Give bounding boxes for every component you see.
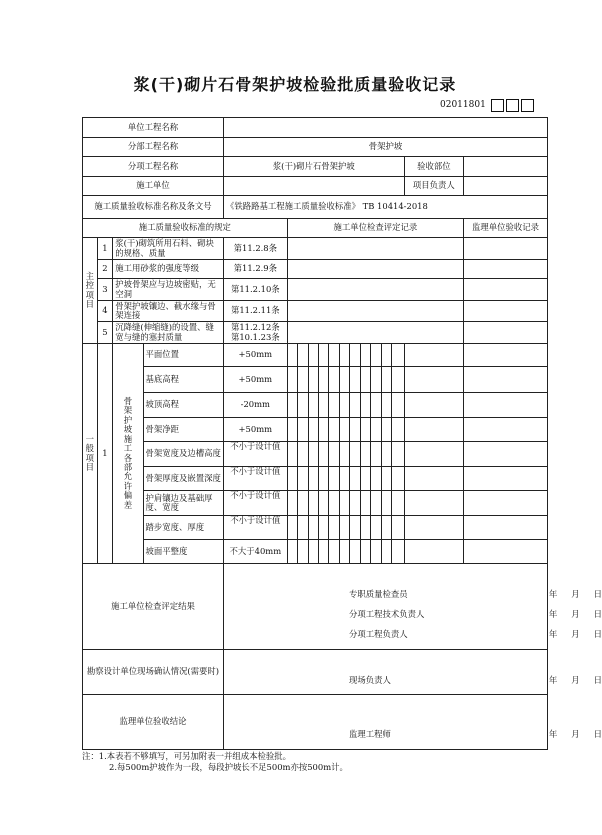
- measure-cell[interactable]: [318, 491, 328, 516]
- measure-cell[interactable]: [308, 516, 318, 540]
- measure-cell[interactable]: [360, 467, 370, 491]
- measure-cell[interactable]: [329, 344, 339, 367]
- measure-cell[interactable]: [339, 418, 349, 442]
- item-manager-label: 项目负责人: [404, 177, 464, 196]
- measure-cell[interactable]: [360, 540, 370, 564]
- col-header-spec: 施工质量验收标准的规定: [83, 219, 288, 238]
- measure-cell[interactable]: [318, 540, 328, 564]
- measure-cell[interactable]: [371, 516, 381, 540]
- main-item-no: 2: [97, 260, 113, 279]
- general-item-value: +50mm: [223, 367, 287, 393]
- general-supervisor[interactable]: [464, 442, 548, 467]
- measure-cell[interactable]: [298, 442, 308, 467]
- measure-cell[interactable]: [287, 418, 297, 442]
- survey-field[interactable]: [223, 650, 602, 695]
- unit-project-label: 单位工程名称: [83, 118, 224, 138]
- measure-cell[interactable]: [350, 367, 360, 393]
- measure-cell[interactable]: [381, 467, 391, 491]
- measure-cell[interactable]: [329, 367, 339, 393]
- main-item-record[interactable]: [287, 260, 463, 279]
- general-item-value: 不小于设计值: [223, 442, 287, 467]
- general-item-desc: 平面位置: [143, 344, 223, 367]
- measure-cell[interactable]: [329, 393, 339, 418]
- inspector-line: [349, 590, 602, 599]
- general-item-value: -20mm: [223, 393, 287, 418]
- measure-cell[interactable]: [339, 442, 349, 467]
- measure-cell[interactable]: [287, 467, 297, 491]
- row-constructor-signoff: [83, 564, 548, 650]
- col-header-constructor: 施工单位检查评定记录: [287, 219, 463, 238]
- main-item-desc: 施工用砂浆的强度等级: [113, 260, 224, 279]
- measure-cell[interactable]: [287, 344, 297, 367]
- main-item-supervisor[interactable]: [464, 322, 548, 344]
- measure-cell[interactable]: [350, 540, 360, 564]
- measure-cell[interactable]: [318, 393, 328, 418]
- sub-project-label: 分部工程名称: [83, 138, 224, 157]
- measure-cell[interactable]: [371, 367, 381, 393]
- main-item-record[interactable]: [287, 238, 463, 260]
- site-manager-label: 现场负责人: [348, 675, 391, 685]
- standard-field[interactable]: 《铁路路基工程施工质量验收标准》 TB 10414-2018: [223, 196, 547, 219]
- measure-cell[interactable]: [287, 516, 297, 540]
- main-item-record[interactable]: [287, 322, 463, 344]
- general-supervisor[interactable]: [464, 344, 548, 367]
- measure-cell[interactable]: [308, 367, 318, 393]
- measure-cell[interactable]: [392, 344, 405, 367]
- construction-unit-label: 施工单位: [83, 177, 224, 196]
- main-item-clause: 第11.2.8条: [223, 238, 287, 260]
- main-item-desc: 沉降缝(伸缩缝)的设置、缝宽与缝的塞封质量: [113, 322, 224, 344]
- general-row: [83, 367, 548, 393]
- measure-cell[interactable]: [350, 442, 360, 467]
- measure-cell[interactable]: [298, 393, 308, 418]
- main-control-row: [83, 322, 548, 344]
- code-box-3[interactable]: [521, 99, 534, 112]
- general-item-desc: 坡面平整度: [143, 540, 223, 564]
- main-item-supervisor[interactable]: [464, 301, 548, 322]
- general-supervisor[interactable]: [464, 467, 548, 491]
- measure-cell[interactable]: [298, 540, 308, 564]
- form-code: [440, 97, 534, 113]
- general-item-value: 不小于设计值: [223, 491, 287, 516]
- measure-cell[interactable]: [298, 491, 308, 516]
- measure-cell[interactable]: [360, 393, 370, 418]
- page-title: 浆(干)砌片石骨架护坡检验批质量验收记录: [133, 75, 457, 94]
- main-item-desc: 浆(干)砌筑所用石料、砌块的规格、质量: [113, 238, 224, 260]
- measure-cell[interactable]: [298, 344, 308, 367]
- general-supervisor[interactable]: [464, 491, 548, 516]
- measure-cell[interactable]: [392, 393, 405, 418]
- row-standard: [83, 196, 548, 219]
- measure-cell[interactable]: [308, 491, 318, 516]
- general-supervisor[interactable]: [464, 516, 548, 540]
- supervisor-conclusion-label: 监理单位验收结论: [83, 695, 224, 750]
- general-item-value: 不小于设计值: [223, 516, 287, 540]
- row-unit-project: [83, 118, 548, 138]
- measure-cell[interactable]: [287, 540, 297, 564]
- form-code-number: 02011801: [440, 100, 486, 110]
- supervisor-conclusion-field[interactable]: [223, 695, 602, 750]
- main-item-clause: 第11.2.9条: [223, 260, 287, 279]
- accept-part-label: 验收部位: [404, 157, 464, 177]
- measure-cell[interactable]: [318, 418, 328, 442]
- measure-cell[interactable]: [371, 540, 381, 564]
- general-supervisor[interactable]: [464, 540, 548, 564]
- main-item-no: 5: [97, 322, 113, 344]
- general-item-desc: 基底高程: [143, 367, 223, 393]
- date-ymd: 年 月 日: [548, 675, 602, 685]
- measure-cell[interactable]: [360, 442, 370, 467]
- item-manager-line: [349, 630, 602, 639]
- general-row: [83, 344, 548, 367]
- measure-cell[interactable]: [371, 344, 381, 367]
- measure-cell[interactable]: [308, 344, 318, 367]
- measure-cell[interactable]: [318, 344, 328, 367]
- measure-cell[interactable]: [329, 540, 339, 564]
- general-supervisor[interactable]: [464, 418, 548, 442]
- measure-cell[interactable]: [381, 491, 391, 516]
- measure-cell[interactable]: [298, 516, 308, 540]
- measure-cell[interactable]: [287, 367, 297, 393]
- measure-cell[interactable]: [329, 467, 339, 491]
- measure-summary[interactable]: [404, 393, 464, 418]
- supervisor-engineer-line: [349, 730, 602, 739]
- general-item-desc: 护肩镶边及基础厚度、宽度: [143, 491, 223, 516]
- measure-summary[interactable]: [404, 540, 464, 564]
- measure-cell[interactable]: [329, 516, 339, 540]
- measure-cell[interactable]: [392, 540, 405, 564]
- measure-cell[interactable]: [339, 491, 349, 516]
- date-ymd: 年 月 日: [548, 609, 602, 619]
- measure-cell[interactable]: [318, 516, 328, 540]
- measure-cell[interactable]: [381, 393, 391, 418]
- general-group-label: 一 般 项 目: [83, 344, 98, 564]
- measure-cell[interactable]: [381, 540, 391, 564]
- measure-summary[interactable]: [404, 467, 464, 491]
- date-ymd: 年 月 日: [548, 729, 602, 739]
- general-item-desc: 坡顶高程: [143, 393, 223, 418]
- measure-cell[interactable]: [381, 418, 391, 442]
- general-sub-label: 骨 架 护 坡 施 工 各 部 允 许 偏 差: [113, 344, 143, 564]
- measure-cell[interactable]: [339, 344, 349, 367]
- main-item-no: 3: [97, 279, 113, 301]
- measure-cell[interactable]: [350, 516, 360, 540]
- measure-cell[interactable]: [350, 344, 360, 367]
- general-item-value: 不小于设计值: [223, 467, 287, 491]
- measure-cell[interactable]: [381, 367, 391, 393]
- general-row: [83, 467, 548, 491]
- measure-cell[interactable]: [308, 467, 318, 491]
- measure-cell[interactable]: [392, 491, 405, 516]
- main-control-row: [83, 238, 548, 260]
- main-item-supervisor[interactable]: [464, 238, 548, 260]
- measure-cell[interactable]: [392, 442, 405, 467]
- measure-cell[interactable]: [308, 418, 318, 442]
- measure-cell[interactable]: [318, 467, 328, 491]
- survey-label: 勘察设计单位现场确认情况(需要时): [83, 650, 224, 695]
- col-header-supervisor: 监理单位验收记录: [464, 219, 548, 238]
- main-control-row: [83, 260, 548, 279]
- measure-cell[interactable]: [339, 367, 349, 393]
- measure-cell[interactable]: [350, 393, 360, 418]
- measure-cell[interactable]: [329, 491, 339, 516]
- measure-cell[interactable]: [392, 467, 405, 491]
- measure-cell[interactable]: [298, 367, 308, 393]
- measure-cell[interactable]: [392, 367, 405, 393]
- main-control-row: [83, 301, 548, 322]
- measure-cell[interactable]: [339, 540, 349, 564]
- main-item-record[interactable]: [287, 301, 463, 322]
- measure-cell[interactable]: [350, 418, 360, 442]
- main-item-clause: 第11.2.11条: [223, 301, 287, 322]
- measure-cell[interactable]: [298, 467, 308, 491]
- tech-manager-label: 分项工程技术负责人: [348, 609, 425, 619]
- general-row: [83, 442, 548, 467]
- measure-cell[interactable]: [339, 467, 349, 491]
- main-item-clause: 第11.2.12条 第10.1.23条: [223, 322, 287, 344]
- measure-cell[interactable]: [371, 442, 381, 467]
- measure-summary[interactable]: [404, 418, 464, 442]
- item-manager-sign-label: 分项工程负责人: [348, 629, 408, 639]
- unit-project-field[interactable]: [223, 118, 547, 138]
- row-sub-project: [83, 138, 548, 157]
- measure-cell[interactable]: [329, 442, 339, 467]
- accept-part-field[interactable]: [464, 157, 548, 177]
- footnote-2: 2.每500m护坡作为一段，每段护坡长不足500m亦按500m计。: [109, 762, 348, 773]
- general-row: [83, 491, 548, 516]
- row-item-project: [83, 157, 548, 177]
- construction-unit-field[interactable]: [223, 177, 404, 196]
- date-ymd: 年 月 日: [548, 629, 602, 639]
- measure-cell[interactable]: [381, 516, 391, 540]
- measure-cell[interactable]: [308, 393, 318, 418]
- general-row: [83, 516, 548, 540]
- main-item-no: 1: [97, 238, 113, 260]
- main-item-supervisor[interactable]: [464, 260, 548, 279]
- item-project-label: 分项工程名称: [83, 157, 224, 177]
- measure-cell[interactable]: [287, 393, 297, 418]
- general-row: [83, 540, 548, 564]
- measure-cell[interactable]: [381, 442, 391, 467]
- general-supervisor[interactable]: [464, 393, 548, 418]
- constructor-result-field[interactable]: [223, 564, 602, 650]
- constructor-result-label: 施工单位检查评定结果: [83, 564, 224, 650]
- footnote-1: 注：1.本表若不够填写，可另加附表一并组成本检验批。: [82, 751, 291, 761]
- main-control-group-label: 主 控 项 目: [83, 238, 98, 344]
- footnotes: [82, 751, 562, 774]
- row-survey-signoff: [83, 650, 548, 695]
- row-column-headers: [83, 219, 548, 238]
- measure-cell[interactable]: [298, 418, 308, 442]
- measure-cell[interactable]: [287, 491, 297, 516]
- measure-cell[interactable]: [371, 467, 381, 491]
- standard-label: 施工质量验收标准名称及条文号: [83, 196, 224, 219]
- main-item-desc: 骨架护坡镶边、截水缘与骨架连接: [113, 301, 224, 322]
- general-item-no: 1: [97, 344, 113, 564]
- measure-summary[interactable]: [404, 442, 464, 467]
- general-item-desc: 踏步宽度、厚度: [143, 516, 223, 540]
- general-item-value: +50mm: [223, 418, 287, 442]
- tech-manager-line: [349, 610, 602, 619]
- main-item-clause: 第11.2.10条: [223, 279, 287, 301]
- measure-cell[interactable]: [360, 491, 370, 516]
- measure-cell[interactable]: [318, 367, 328, 393]
- measure-cell[interactable]: [360, 418, 370, 442]
- measure-cell[interactable]: [371, 393, 381, 418]
- code-box-2[interactable]: [506, 99, 519, 112]
- measure-cell[interactable]: [339, 516, 349, 540]
- measure-cell[interactable]: [392, 418, 405, 442]
- item-project-field[interactable]: 浆(干)砌片石骨架护坡: [223, 157, 404, 177]
- measure-cell[interactable]: [350, 467, 360, 491]
- supervisor-engineer-label: 监理工程师: [348, 729, 391, 739]
- measure-cell[interactable]: [308, 442, 318, 467]
- general-row: [83, 393, 548, 418]
- general-supervisor[interactable]: [464, 367, 548, 393]
- main-item-no: 4: [97, 301, 113, 322]
- general-item-desc: 骨架厚度及嵌置深度: [143, 467, 223, 491]
- measure-cell[interactable]: [392, 516, 405, 540]
- measure-summary[interactable]: [404, 367, 464, 393]
- measure-cell[interactable]: [287, 442, 297, 467]
- measure-cell[interactable]: [371, 418, 381, 442]
- site-manager-line: [349, 676, 602, 685]
- row-construction-unit: [83, 177, 548, 196]
- measure-summary[interactable]: [404, 344, 464, 367]
- measure-cell[interactable]: [371, 491, 381, 516]
- measure-cell[interactable]: [381, 344, 391, 367]
- general-row: [83, 418, 548, 442]
- measure-summary[interactable]: [404, 516, 464, 540]
- code-box-1[interactable]: [491, 99, 504, 112]
- main-item-desc: 护坡骨架应与边坡密贴，无空洞: [113, 279, 224, 301]
- measure-cell[interactable]: [308, 540, 318, 564]
- measure-cell[interactable]: [360, 344, 370, 367]
- sub-project-field[interactable]: 骨架护坡: [223, 138, 547, 157]
- main-control-row: [83, 279, 548, 301]
- measure-cell[interactable]: [318, 442, 328, 467]
- measure-cell[interactable]: [339, 393, 349, 418]
- main-item-supervisor[interactable]: [464, 279, 548, 301]
- inspection-form: [82, 117, 602, 750]
- inspector-label: 专职质量检查员: [348, 589, 408, 599]
- general-item-desc: 骨架净距: [143, 418, 223, 442]
- measure-cell[interactable]: [329, 418, 339, 442]
- general-item-value: +50mm: [223, 344, 287, 367]
- measure-cell[interactable]: [350, 491, 360, 516]
- general-item-value: 不大于40mm: [223, 540, 287, 564]
- date-ymd: 年 月 日: [548, 589, 602, 599]
- measure-summary[interactable]: [404, 491, 464, 516]
- row-supervisor-signoff: [83, 695, 548, 750]
- measure-cell[interactable]: [360, 367, 370, 393]
- measure-cell[interactable]: [360, 516, 370, 540]
- main-item-record[interactable]: [287, 279, 463, 301]
- general-item-desc: 骨架宽度及边槽高度: [143, 442, 223, 467]
- item-manager-field[interactable]: [464, 177, 548, 196]
